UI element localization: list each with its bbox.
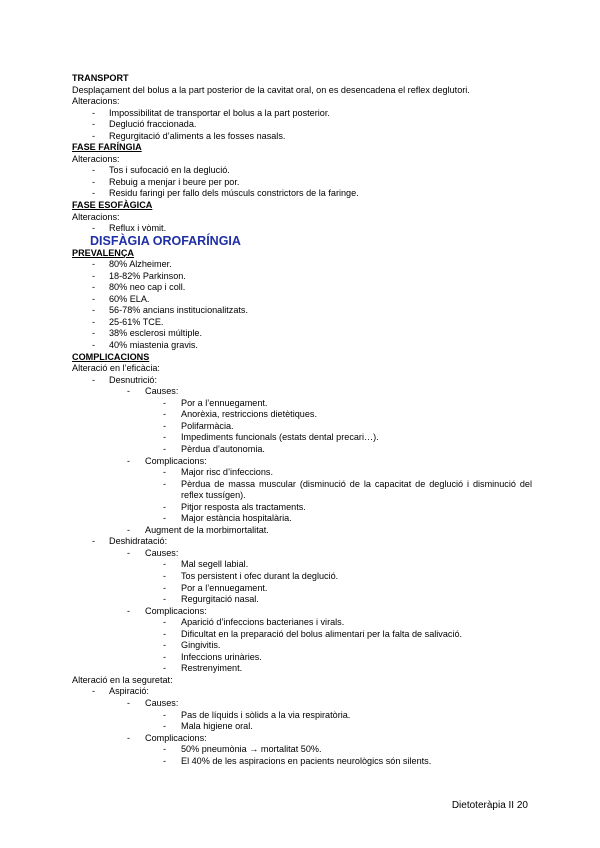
list-item: - Residu faringi per fallo dels músculs constrictors de la faringe. <box>92 188 359 199</box>
desnutricio-extra: - Augment de la morbimortalitat. <box>127 524 269 535</box>
list-item: - Restrenyiment. <box>163 663 243 674</box>
list-item: - Dificultat en la preparació del bolus alimentari per la falta de salivació. <box>163 628 463 639</box>
fase-esofagica-heading: FASE ESOFÀGICA <box>72 200 153 211</box>
fase-faringia-heading: FASE FARÍNGIA <box>72 142 142 153</box>
desnutricio-causes-label: - Causes: <box>127 386 179 397</box>
list-item: - 80% Alzheimer. <box>92 259 172 270</box>
list-item: - 25-61% TCE. <box>92 316 164 327</box>
list-item: - Pèrdua de massa muscular (disminució de la capacitat de deglució i disminució del reflex tussígen). <box>163 478 532 501</box>
list-item: - Tos i sufocació en la deglució. <box>92 165 230 176</box>
aspiracio-complicacions-label: - Complicacions: <box>127 732 207 743</box>
aspiracio-label: - Aspiració: <box>92 686 149 697</box>
prevalenca-heading: PREVALENÇA <box>72 247 134 258</box>
fase-faringia-alteracions-label: Alteracions: <box>72 153 120 164</box>
deshidratacio-label: - Deshidratació: <box>92 536 168 547</box>
desnutricio-complicacions-label: - Complicacions: <box>127 455 207 466</box>
aspiracio-causes-label: - Causes: <box>127 697 179 708</box>
list-item: - Major risc d’infeccions. <box>163 467 273 478</box>
list-item: - Polifarmàcia. <box>163 420 234 431</box>
list-item: - Mal segell labial. <box>163 559 249 570</box>
list-item: - Mala higiene oral. <box>163 721 253 732</box>
list-item: - Rebuig a menjar i beure per por. <box>92 176 240 187</box>
list-item: - 40% miastenia gravis. <box>92 340 198 351</box>
main-heading: DISFÀGIA OROFARÍNGIA <box>90 233 241 248</box>
list-item: - 50% pneumònia → mortalitat 50%. <box>163 744 322 755</box>
list-item: - Reflux i vòmit. <box>92 223 167 234</box>
list-item: - Anorèxia, restriccions dietètiques. <box>163 409 317 420</box>
fase-esofagica-alteracions-label: Alteracions: <box>72 211 120 222</box>
list-item: - Infeccions urinàries. <box>163 651 262 662</box>
list-item: - Impossibilitat de transportar el bolus a la part posterior. <box>92 107 330 118</box>
list-item: - 38% esclerosi múltiple. <box>92 328 202 339</box>
transport-description: Desplaçament del bolus a la part posterior de la cavitat oral, on es desencadena el reflex deglutori. <box>72 84 470 95</box>
list-item: - Tos persistent i ofec durant la deglució. <box>163 570 339 581</box>
list-item: - Pitjor resposta als tractaments. <box>163 501 306 512</box>
list-item: - Gingivitis. <box>163 640 221 651</box>
transport-heading: TRANSPORT <box>72 73 129 83</box>
list-item: - 80% neo cap i coll. <box>92 282 186 293</box>
list-item: - Por a l’ennuegament. <box>163 397 268 408</box>
eficacia-label: Alteració en l’eficàcia: <box>72 363 160 374</box>
list-item: - Deglució fraccionada. <box>92 119 197 130</box>
list-item: - Aparició d’infeccions bacterianes i virals. <box>163 617 345 628</box>
complicacions-heading: COMPLICACIONS <box>72 351 150 362</box>
list-item: - 18-82% Parkinson. <box>92 270 186 281</box>
document-body <box>72 73 532 767</box>
list-item: - Regurgitació nasal. <box>163 594 259 605</box>
list-item: - Por a l’ennuegament. <box>163 582 268 593</box>
list-item: - El 40% de les aspiracions en pacients neurològics són silents. <box>163 755 432 766</box>
list-item: - Impediments funcionals (estats dental precari…). <box>163 432 379 443</box>
page-footer: Dietoteràpia II 20 <box>451 800 528 811</box>
seguretat-label: Alteració en la seguretat: <box>72 674 173 685</box>
list-item: - Pèrdua d’autonomia. <box>163 443 265 454</box>
transport-alteracions-label: Alteracions: <box>72 96 120 107</box>
deshidratacio-complicacions-label: - Complicacions: <box>127 605 207 616</box>
list-item: - Regurgitació d’aliments a les fosses nasals. <box>92 130 286 141</box>
list-item: - Major estància hospitalària. <box>163 513 292 524</box>
desnutricio-label: - Desnutrició: <box>92 374 158 385</box>
list-item: - 60% ELA. <box>92 293 150 304</box>
list-item: - Pas de líquids i sòlids a la via respiratòria. <box>163 709 351 720</box>
list-item: - 56-78% ancians institucionalitzats. <box>92 305 249 316</box>
deshidratacio-causes-label: - Causes: <box>127 547 179 558</box>
